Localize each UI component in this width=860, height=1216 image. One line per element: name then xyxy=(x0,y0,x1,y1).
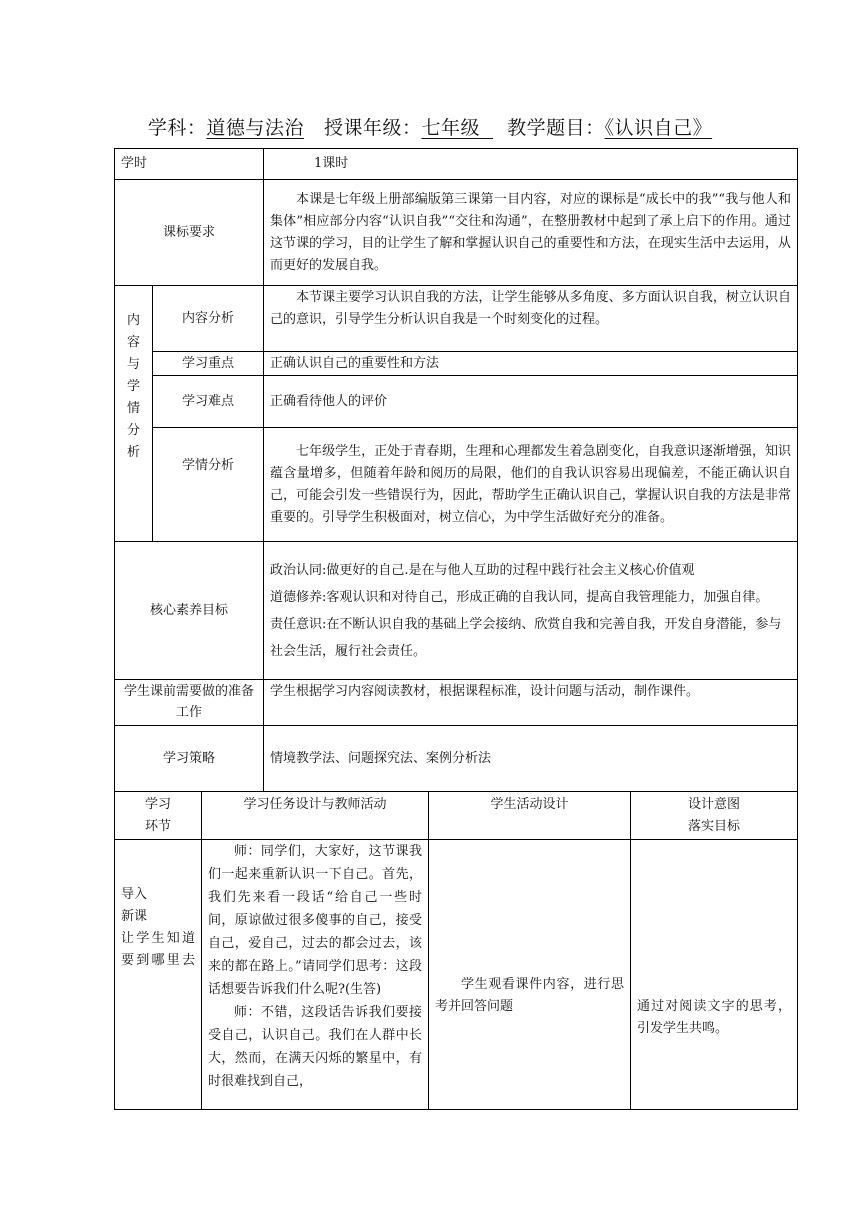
teacher-paragraph: 师：不错，这段话告诉我们要接受自己，认识自己。我们在人群中长大，然而，在满天闪烁的繁星中，有时很难找到自己， xyxy=(208,1005,422,1089)
difficulty-label: 学习难点 xyxy=(153,376,264,428)
strategy-row xyxy=(115,726,798,792)
subject-value: 道德与法治 xyxy=(206,117,304,139)
teacher-paragraph: 师：同学们，大家好，这节课我们一起来重新认识一下自己。首先，我们先来看一段话“给自己一些时间，原谅做过很多傻事的自己，接受自己，爱自己，过去的都会过去，该来的都在路上。”请同学们思考：这段话想要告诉我们什么呢?(生答) xyxy=(208,844,422,997)
core-item: 政治认同:做更好的自己.是在与他人互助的过程中践行社会主义核心价值观 xyxy=(270,562,695,578)
activity-header-row xyxy=(115,792,798,840)
activity-row xyxy=(115,840,798,1110)
design-intent: 通过对阅读文字的思考，引发学生共鸣。 xyxy=(631,840,798,1110)
focus-row xyxy=(115,352,798,376)
topic-label: 教学题目： xyxy=(507,117,605,139)
core-item: 责任意识:在不断认识自我的基础上学会接纳、欣赏自我和完善自我，开发自身潜能，参与社会生活，履行社会责任。 xyxy=(270,616,782,659)
topic-value: 《认识自己》 xyxy=(604,117,713,139)
prep-label: 学生课前需要做的准备工作 xyxy=(115,680,264,726)
header-teacher: 学习任务设计与教师活动 xyxy=(202,792,429,840)
student-activity: 学生观看课件内容，进行思考并回答问题 xyxy=(429,840,631,1110)
core-item: 道德修养:客观认识和对待自己，形成正确的自我认同，提高自我管理能力，加强自律。 xyxy=(270,589,769,605)
period-value: 1课时 xyxy=(264,149,798,180)
grade-value: 七年级 xyxy=(421,117,480,139)
content-label: 内容分析 xyxy=(153,286,264,352)
header-student: 学生活动设计 xyxy=(429,792,631,840)
standard-row xyxy=(115,180,798,286)
content-row xyxy=(115,286,798,352)
stage-cell xyxy=(115,840,202,1110)
focus-label: 学习重点 xyxy=(153,352,264,376)
analysis-group-label: 内容与学情分析 xyxy=(115,286,153,542)
strategy-label: 学习策略 xyxy=(115,726,264,792)
stage-goal: 让学生知道要到哪里去 xyxy=(121,931,195,968)
teacher-activity xyxy=(202,840,429,1110)
lesson-info-table xyxy=(114,148,798,792)
learner-label: 学情分析 xyxy=(153,428,264,542)
content-text: 本节课主要学习认识自我的方法，让学生能够从多角度、多方面认识自我，树立认识自己的意识，引导学生分析认识自我是一个时刻变化的过程。 xyxy=(264,286,798,352)
subject-label: 学科： xyxy=(147,117,207,139)
core-row xyxy=(115,542,798,680)
core-label: 核心素养目标 xyxy=(115,542,264,680)
page-title xyxy=(0,113,860,140)
difficulty-row xyxy=(115,376,798,428)
activity-table xyxy=(114,791,798,1110)
standard-text: 本课是七年级上册部编版第三课第一目内容，对应的课标是“成长中的我”“我与他人和集体”相应部分内容“认识自我”“交往和沟通”，在整册教材中起到了承上启下的作用。通过这节课的学习，目的让学生了解和掌握认识自己的重要性和方法，在现实生活中去运用，从而更好的发展自我。 xyxy=(264,180,798,286)
prep-text: 学生根据学习内容阅读教材，根据课程标准，设计问题与活动，制作课件。 xyxy=(264,680,798,726)
period-label: 学时 xyxy=(115,149,264,180)
stage-name: 导入新课 xyxy=(121,887,148,924)
prep-row xyxy=(115,680,798,726)
learner-row xyxy=(115,428,798,542)
standard-label: 课标要求 xyxy=(115,180,264,286)
period-row xyxy=(115,149,798,180)
header-stage: 学习环节 xyxy=(115,792,202,840)
grade-label: 授课年级： xyxy=(323,117,422,139)
core-text xyxy=(264,542,798,680)
difficulty-text: 正确看待他人的评价 xyxy=(264,376,798,428)
header-intent: 设计意图落实目标 xyxy=(631,792,798,840)
learner-text: 七年级学生，正处于青春期，生理和心理都发生着急剧变化，自我意识逐渐增强，知识蕴含量增多，但随着年龄和阅历的局限，他们的自我认识容易出现偏差，不能正确认识自己，可能会引发一些错误行为，因此，帮助学生正确认识自己，掌握认识自我的方法是非常重要的。引导学生积极面对，树立信心，为中学生活做好充分的准备。 xyxy=(264,428,798,542)
focus-text: 正确认识自己的重要性和方法 xyxy=(264,352,798,376)
strategy-text: 情境教学法、问题探究法、案例分析法 xyxy=(264,726,798,792)
